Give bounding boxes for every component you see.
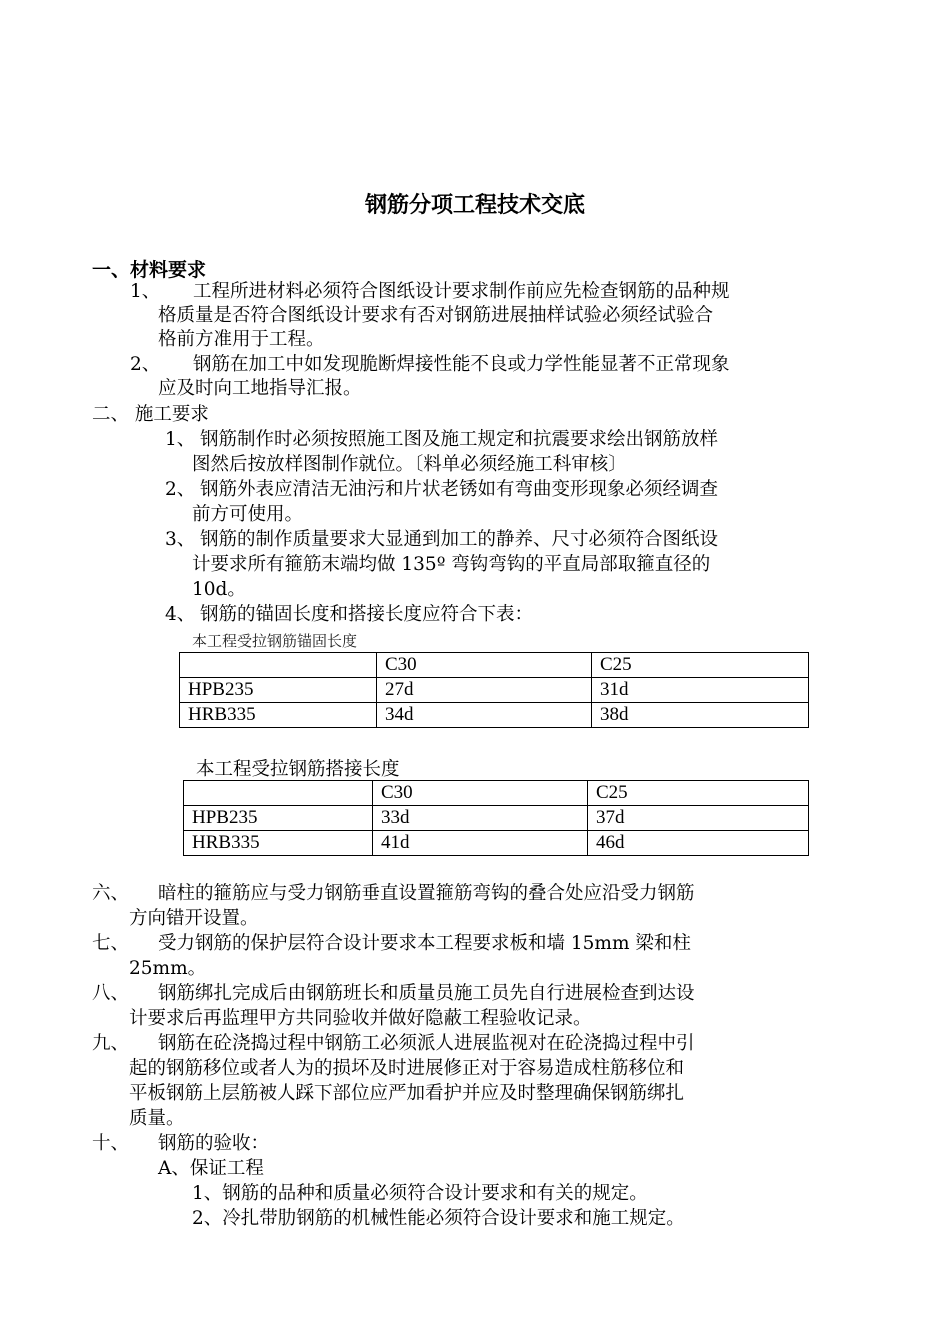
table-cell: 37d bbox=[588, 806, 809, 831]
table-header-cell: C30 bbox=[373, 781, 588, 806]
table1-caption: 本工程受拉钢筋锚固长度 bbox=[192, 632, 358, 650]
sec9-num: 九、 bbox=[92, 1033, 130, 1054]
sec9-line3: 平板钢筋上层筋被人踩下部位应严加看护并应及时整理确保钢筋绑扎 bbox=[129, 1083, 685, 1104]
table-header-cell bbox=[180, 653, 377, 678]
anchorage-length-table bbox=[179, 652, 809, 728]
sec2-item1-num: 1、 bbox=[165, 429, 196, 450]
sec2-item1-line2: 图然后按放样图制作就位。〔料单必须经施工科审核〕 bbox=[192, 454, 627, 475]
table-row bbox=[180, 703, 809, 728]
lap-length-table bbox=[183, 780, 809, 856]
table-cell: 41d bbox=[373, 831, 588, 856]
sec2-item4-num: 4、 bbox=[165, 604, 196, 625]
table-header-cell: C30 bbox=[377, 653, 592, 678]
document-title: 钢筋分项工程技术交底 bbox=[364, 193, 585, 218]
sec2-item3-line1: 钢筋的制作质量要求大显通到加工的静养、尺寸必须符合图纸设 bbox=[200, 529, 719, 550]
sec10-num: 十、 bbox=[92, 1133, 130, 1154]
sec7-line2: 25mm。 bbox=[129, 958, 207, 979]
section-1-heading: 一、材料要求 bbox=[92, 259, 207, 281]
sec1-item1-line1: 工程所进材料必须符合图纸设计要求制作前应先检查钢筋的品种规 bbox=[193, 281, 730, 302]
table-cell: 27d bbox=[377, 678, 592, 703]
table-header-row bbox=[184, 781, 809, 806]
sec1-item1-line3: 格前方准用于工程。 bbox=[158, 329, 325, 350]
sec2-item2-line1: 钢筋外表应清洁无油污和片状老锈如有弯曲变形现象必须经调查 bbox=[200, 479, 719, 500]
table-row bbox=[184, 831, 809, 856]
table-cell: HPB235 bbox=[180, 678, 377, 703]
sec9-line2: 起的钢筋移位或者人为的损坏及时进展修正对于容易造成柱筋移位和 bbox=[129, 1058, 685, 1079]
sec1-item2-line2: 应及时向工地指导汇报。 bbox=[158, 378, 362, 399]
table-cell: 33d bbox=[373, 806, 588, 831]
sec2-item3-num: 3、 bbox=[165, 529, 196, 550]
sec9-line4: 质量。 bbox=[129, 1108, 185, 1129]
sec2-item3-line2: 计要求所有箍筋末端均做 135º 弯钩弯钩的平直局部取箍直径的 bbox=[192, 554, 711, 575]
table-cell: 31d bbox=[592, 678, 809, 703]
sec1-item2-line1: 钢筋在加工中如发现脆断焊接性能不良或力学性能显著不正常现象 bbox=[193, 354, 730, 375]
sec10-label: 钢筋的验收： bbox=[158, 1133, 270, 1154]
table-cell: HRB335 bbox=[180, 703, 377, 728]
sec6-line2: 方向错开设置。 bbox=[129, 908, 259, 929]
sec7-num: 七、 bbox=[92, 933, 130, 954]
table-header-cell bbox=[184, 781, 373, 806]
sec2-item1-line1: 钢筋制作时必须按照施工图及施工规定和抗震要求绘出钢筋放样 bbox=[200, 429, 719, 450]
sec10-item2: 2、冷扎带肋钢筋的机械性能必须符合设计要求和施工规定。 bbox=[192, 1208, 685, 1229]
sec2-item3-line3: 10d。 bbox=[192, 579, 246, 600]
table-cell: 34d bbox=[377, 703, 592, 728]
sec6-num: 六、 bbox=[92, 883, 130, 904]
sec1-item2-num: 2、 bbox=[130, 354, 161, 375]
sec2-item4-line1: 钢筋的锚固长度和搭接长度应符合下表： bbox=[200, 604, 534, 625]
sec9-line1: 钢筋在砼浇捣过程中钢筋工必须派人进展监视对在砼浇捣过程中引 bbox=[158, 1033, 695, 1054]
sec2-item2-num: 2、 bbox=[165, 479, 196, 500]
sec10-item1: 1、钢筋的品种和质量必须符合设计要求和有关的规定。 bbox=[192, 1183, 648, 1204]
table-cell: 46d bbox=[588, 831, 809, 856]
sec7-line1: 受力钢筋的保护层符合设计要求本工程要求板和墙 15mm 梁和柱 bbox=[158, 933, 691, 954]
sec6-line1: 暗柱的箍筋应与受力钢筋垂直设置箍筋弯钩的叠合处应沿受力钢筋 bbox=[158, 883, 695, 904]
table-row bbox=[184, 806, 809, 831]
sec2-item2-line2: 前方可使用。 bbox=[192, 504, 304, 525]
table-header-cell: C25 bbox=[592, 653, 809, 678]
sec10-sub-heading: A、保证工程 bbox=[158, 1158, 264, 1179]
sec8-num: 八、 bbox=[92, 983, 130, 1004]
table-header-row bbox=[180, 653, 809, 678]
sec8-line1: 钢筋绑扎完成后由钢筋班长和质量员施工员先自行进展检查到达设 bbox=[158, 983, 695, 1004]
sec1-item1-num: 1、 bbox=[130, 281, 161, 302]
sec8-line2: 计要求后再监理甲方共同验收并做好隐蔽工程验收记录。 bbox=[129, 1008, 592, 1029]
table2-caption: 本工程受拉钢筋搭接长度 bbox=[196, 759, 400, 780]
table-cell: HPB235 bbox=[184, 806, 373, 831]
sec1-item1-line2: 格质量是否符合图纸设计要求有否对钢筋进展抽样试验必须经试验合 bbox=[158, 305, 714, 326]
table-row bbox=[180, 678, 809, 703]
section-2-heading: 二、 施工要求 bbox=[92, 404, 209, 425]
table-header-cell: C25 bbox=[588, 781, 809, 806]
table-cell: 38d bbox=[592, 703, 809, 728]
table-cell: HRB335 bbox=[184, 831, 373, 856]
